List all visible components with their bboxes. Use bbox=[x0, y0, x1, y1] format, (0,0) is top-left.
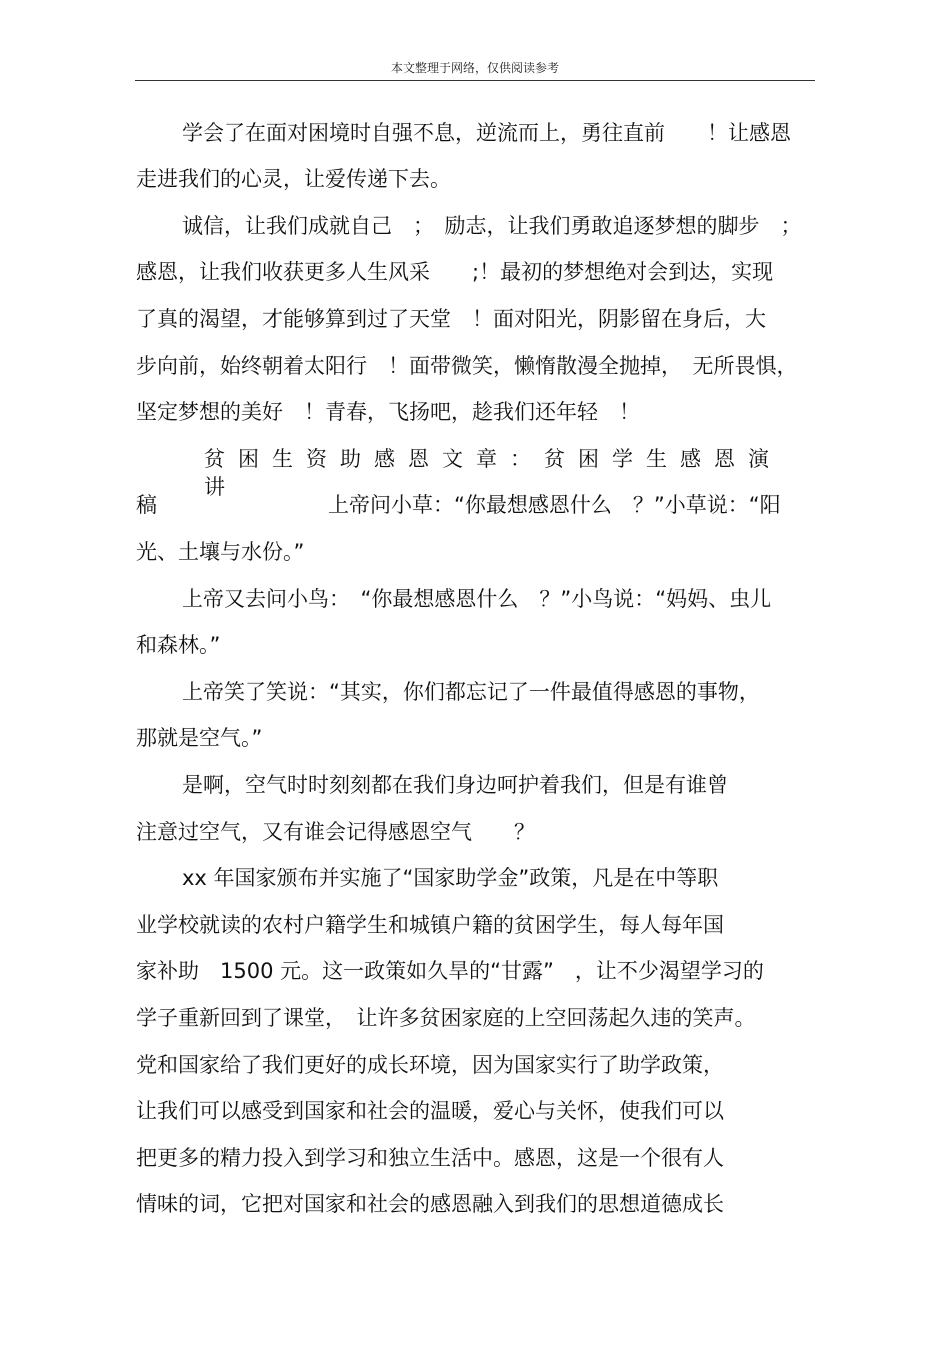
text-line: 诚信，让我们成就自己 ； 励志，让我们勇敢追逐梦想的脚步 ； bbox=[182, 214, 802, 238]
text-line: 情味的词，它把对国家和社会的感恩融入到我们的思想道德成长 bbox=[136, 1192, 724, 1216]
text-line: 那就是空气。” bbox=[136, 726, 263, 750]
article-title: 贫困生资助感恩文章：贫困学生感恩演讲 bbox=[204, 447, 782, 499]
text-line: 坚定梦想的美好 ！青春，飞扬吧，趁我们还年轻 ！ bbox=[136, 400, 640, 424]
text-line: 走进我们的心灵，让爱传递下去。 bbox=[136, 167, 451, 191]
text-line: 学子重新回到了课堂， 让许多贫困家庭的上空回荡起久违的笑声。 bbox=[136, 1006, 756, 1030]
text-line: 感恩，让我们收获更多人生风采 ;！最初的梦想绝对会到达，实现 bbox=[136, 260, 774, 284]
text-line: 光、土壤与水份。” bbox=[136, 540, 305, 564]
text-line: 业学校就读的农村户籍学生和城镇户籍的贫困学生，每人每年国 bbox=[136, 913, 724, 937]
page-header: 本文整理于网络，仅供阅读参考 bbox=[390, 61, 559, 75]
text-line: 是啊，空气时时刻刻都在我们身边呵护着我们，但是有谁曾 bbox=[182, 773, 728, 797]
text-line: 学会了在面对困境时自强不息，逆流而上，勇往直前 ！让感恩 bbox=[182, 121, 791, 145]
text-line: 上帝又去问小鸟： “你最想感恩什么 ？”小鸟说：“妈妈、虫儿 bbox=[182, 587, 772, 611]
text-line: 了真的渴望，才能够算到过了天堂 ！面对阳光，阴影留在身后，大 bbox=[136, 307, 766, 331]
text-line: xx 年国家颁布并实施了“国家助学金”政策，凡是在中等职 bbox=[182, 866, 719, 890]
text-line: 上帝笑了笑说：“其实，你们都忘记了一件最值得感恩的事物， bbox=[182, 680, 760, 704]
text-line: 步向前，始终朝着太阳行 ！面带微笑，懒惰散漫全抛掉， 无所畏惧， bbox=[136, 354, 798, 378]
text-line: 上帝问小草：“你最想感恩什么 ？”小草说：“阳 bbox=[328, 493, 781, 517]
text-line: 党和国家给了我们更好的成长环境，因为国家实行了助学政策， bbox=[136, 1053, 724, 1077]
text-line: 注意过空气，又有谁会记得感恩空气 ？ bbox=[136, 820, 535, 844]
header-divider bbox=[135, 80, 815, 81]
text-line: 家补助 1500 元。这一政策如久旱的“甘露” ，让不少渴望学习的 bbox=[136, 959, 764, 983]
text-line: 把更多的精力投入到学习和独立生活中。感恩，这是一个很有人 bbox=[136, 1146, 724, 1170]
text-line: 让我们可以感受到国家和社会的温暖，爱心与关怀，使我们可以 bbox=[136, 1099, 724, 1123]
article-title-continuation: 稿 bbox=[136, 493, 157, 517]
text-line: 和森林。” bbox=[136, 633, 221, 657]
